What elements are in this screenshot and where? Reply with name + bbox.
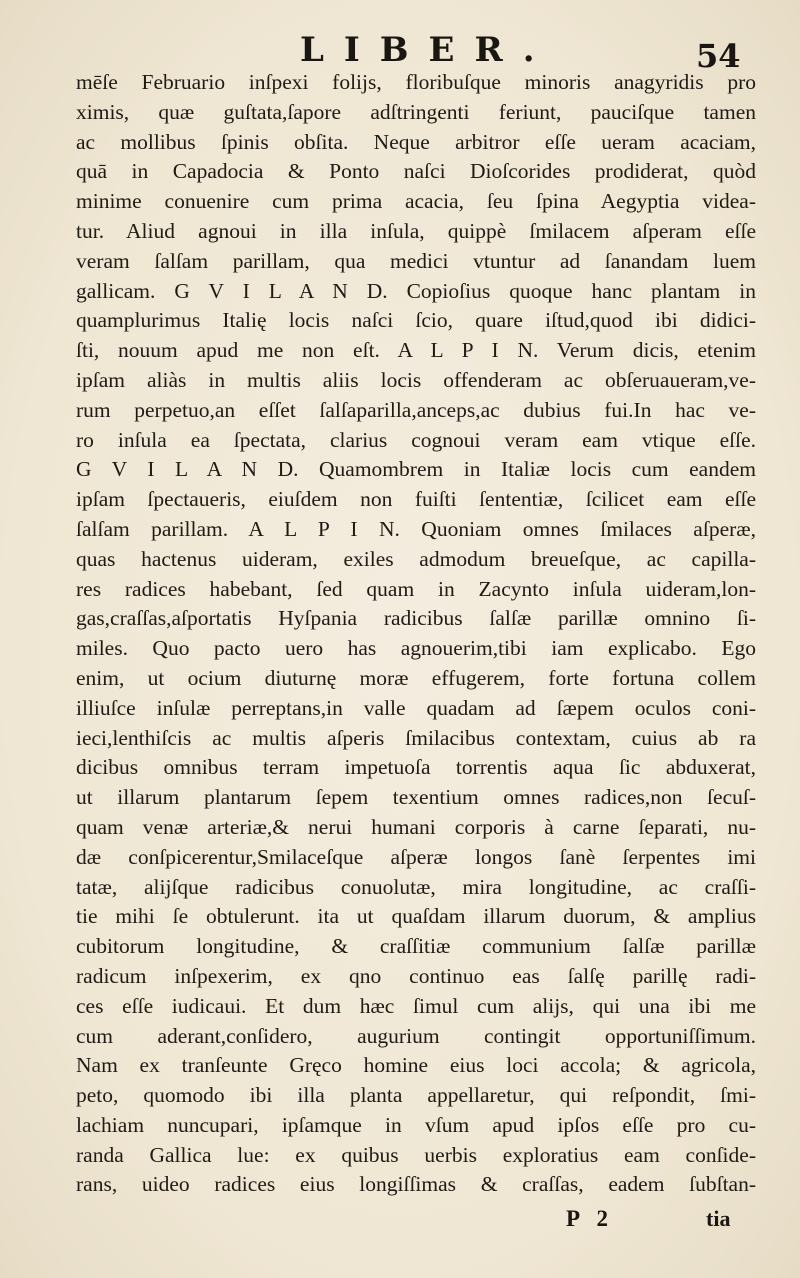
text-line: quamplurimus Italię locis naſci ſcio, quare iſtud,quod ibi didici- [76, 308, 756, 333]
text-line: illiuſce inſulæ perreptans,in valle quadam ad ſæpem oculos coni- [76, 695, 756, 720]
signature-mark: P 2 [566, 1206, 615, 1231]
page-header [0, 30, 800, 75]
text-line: G V I L A N D. Quamombrem in Italiæ locis cum eandem [76, 457, 756, 482]
text-line: mēſe Februario inſpexi folijs, floribuſque minoris anagyridis pro [76, 70, 756, 94]
text-line: tur. Aliud agnoui in illa inſula, quippè ſmilacem aſperam eſſe [76, 218, 756, 243]
text-line: veram ſalſam parillam, qua medici vtuntur ad ſanandam luem [76, 248, 756, 273]
text-line: ipſam ſpectaueris, eiuſdem non fuiſti ſententiæ, ſcilicet eam eſſe [76, 487, 756, 512]
text-line: ſalſam parillam. A L P I N. Quoniam omnes ſmilaces aſperæ, [76, 516, 756, 541]
text-line: quā in Capadocia & Ponto naſci Dioſcorides prodiderat, quòd [76, 159, 756, 184]
running-title: LIBER. [300, 30, 555, 70]
text-line: ximis, quæ guſtata,ſapore adſtringenti feriunt, pauciſque tamen [76, 99, 756, 124]
text-line: cubitorum longitudine, & craſſitiæ communium ſalſæ parillæ [76, 934, 756, 959]
text-line: minime conuenire cum prima acacia, ſeu ſpina Aegyptia videa- [76, 189, 756, 214]
text-line: quam venæ arteriæ,& nerui humani corporis à carne ſeparati, nu- [76, 814, 756, 839]
text-line: ipſam aliàs in multis aliis locis offenderam ac obſeruaueram,ve- [76, 367, 756, 392]
text-line: gas,craſſas,aſportatis Hyſpania radicibus ſalſæ parillæ omnino ſi- [76, 606, 756, 631]
catchword: tia [706, 1206, 731, 1231]
text-line: ieci,lenthiſcis ac multis aſperis ſmilacibus contextam, cuius ab ra [76, 725, 756, 750]
text-line: quas hactenus uideram, exiles admodum breueſque, ac capilla- [76, 546, 756, 571]
text-line: cum aderant,conſidero, augurium contingit opportuniſſimum. [76, 1023, 756, 1048]
text-line: ac mollibus ſpinis obſita. Neque arbitror eſſe ueram acaciam, [76, 129, 756, 154]
text-line: lachiam nuncupari, ipſamque in vſum apud ipſos eſſe pro cu- [76, 1112, 756, 1137]
text-line: radicum inſpexerim, ex qno continuo eas ſalſę parillę radi- [76, 963, 756, 988]
text-line: ut illarum plantarum ſepem texentium omnes radices,non ſecuſ- [76, 785, 756, 810]
body-text [76, 68, 756, 1200]
text-line: randa Gallica lue: ex quibus uerbis exploratius eam conſide- [76, 1142, 756, 1167]
text-line: tatæ, alijſque radicibus conuolutæ, mira longitudine, ac craſſi- [76, 874, 756, 899]
text-line: rum perpetuo,an eſſet ſalſaparilla,anceps,ac dubius fui.In hac ve- [76, 397, 756, 422]
text-line: dæ conſpicerentur,Smilaceſque aſperæ longos ſanè ſerpentes imi [76, 844, 756, 869]
page-number: 54 [696, 37, 741, 75]
text-line: miles. Quo pacto uero has agnouerim,tibi iam explicabo. Ego [76, 636, 756, 661]
text-line: res radices habebant, ſed quam in Zacynto inſula uideram,lon- [76, 576, 756, 601]
text-line: Nam ex tranſeunte Gręco homine eius loci accola; & agricola, [76, 1053, 756, 1078]
text-line: peto, quomodo ibi illa planta appellaretur, qui reſpondit, ſmi- [76, 1083, 756, 1108]
text-line: rans, uideo radices eius longiſſimas & craſſas, eadem ſubſtan- [76, 1172, 756, 1197]
text-line: ces eſſe iudicaui. Et dum hæc ſimul cum alijs, qui una ibi me [76, 993, 756, 1018]
page-footer [0, 1202, 800, 1236]
text-line: gallicam. G V I L A N D. Copioſius quoque hanc plantam in [76, 278, 756, 303]
text-line: dicibus omnibus terram impetuoſa torrentis aqua ſic abduxerat, [76, 755, 756, 780]
text-line: tie mihi ſe obtulerunt. ita ut quaſdam illarum duorum, & amplius [76, 904, 756, 929]
text-line: enim, ut ocium diuturnę moræ effugerem, forte fortuna collem [76, 665, 756, 690]
text-line: ro inſula ea ſpectata, clarius cognoui veram eam vtique eſſe. [76, 427, 756, 452]
text-line: ſti, nouum apud me non eſt. A L P I N. Verum dicis, etenim [76, 338, 756, 363]
